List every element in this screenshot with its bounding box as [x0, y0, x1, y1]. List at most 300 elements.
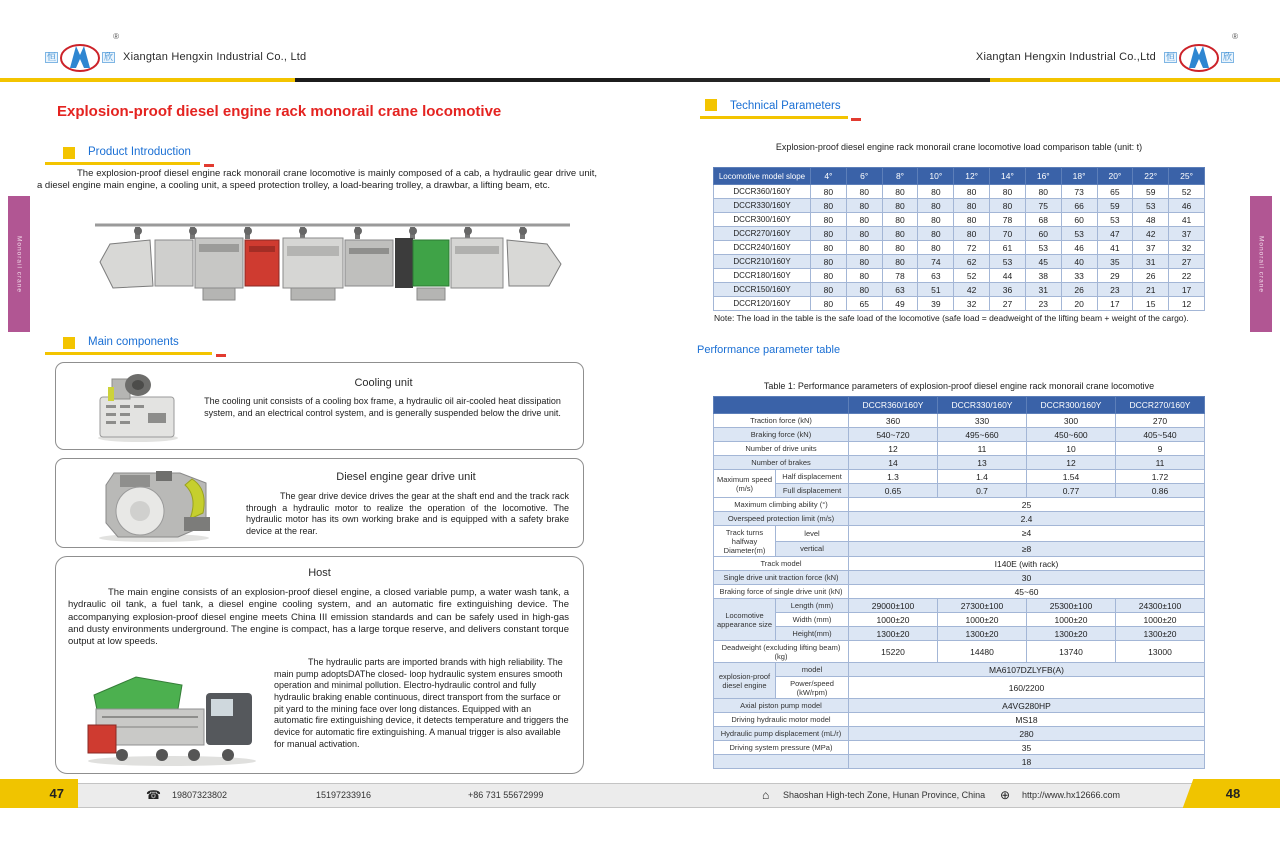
load-table-model-cell: DCCR210/160Y [714, 255, 811, 269]
load-table-value-cell: 40 [1061, 255, 1097, 269]
perf-table-header-cell: DCCR360/160Y [849, 397, 938, 414]
perf-table-caption: Table 1: Performance parameters of explosion-proof diesel engine rack monorail crane locomotive [763, 381, 1155, 391]
load-table-value-cell: 26 [1133, 269, 1169, 283]
perf-table-value-cell: 1300±20 [938, 627, 1027, 641]
side-tab-monorail-crane [8, 196, 30, 332]
registered-mark: ® [113, 32, 120, 41]
load-table-value-cell: 80 [811, 185, 847, 199]
perf-table-label-cell: Braking force of single drive unit (kN) [714, 585, 849, 599]
section-dash [851, 118, 861, 121]
perf-table-value-cell: 540~720 [849, 428, 938, 442]
locomotive-drawing-image [95, 212, 570, 312]
footer-address: Shaoshan High-tech Zone, Hunan Province, China [783, 790, 986, 800]
side-tab-label: Monorail crane [1257, 235, 1265, 293]
load-table-value-cell: 47 [1097, 227, 1133, 241]
load-table-value-cell: 80 [954, 185, 990, 199]
load-table-value-cell: 49 [882, 297, 918, 311]
load-table-value-cell: 80 [882, 185, 918, 199]
perf-table-value-cell: 0.86 [1116, 484, 1205, 498]
perf-table-value-cell: 1.54 [1027, 470, 1116, 484]
section-product-introduction: Product Introduction [88, 146, 191, 158]
load-table-value-cell: 66 [1061, 199, 1097, 213]
perf-table-row [714, 571, 1205, 585]
load-table-value-cell: 80 [918, 227, 954, 241]
perf-table-value-cell: 330 [938, 414, 1027, 428]
perf-table-value-cell: 13000 [1116, 641, 1205, 663]
perf-table-value-cell: 1000±20 [1116, 613, 1205, 627]
perf-table-value-cell: 2.4 [849, 512, 1205, 526]
load-table-value-cell: 80 [846, 269, 882, 283]
load-table-header-cell: 8° [882, 168, 918, 185]
load-table-value-cell: 27 [1169, 255, 1205, 269]
perf-table-label-cell: Axial piston pump model [714, 699, 849, 713]
perf-table-value-cell: 13 [938, 456, 1027, 470]
load-table-value-cell: 27 [990, 297, 1026, 311]
load-table-value-cell: 80 [846, 213, 882, 227]
load-table-value-cell: 42 [1133, 227, 1169, 241]
load-table-value-cell: 60 [1061, 213, 1097, 227]
load-table-value-cell: 80 [846, 199, 882, 213]
load-table-value-cell: 46 [1169, 199, 1205, 213]
perf-table-value-cell: 12 [849, 442, 938, 456]
load-table-value-cell: 80 [811, 227, 847, 241]
company-name: Xiangtan Hengxin Industrial Co., Ltd [123, 51, 307, 63]
perf-table-value-cell: 11 [1116, 456, 1205, 470]
load-table-model-cell: DCCR360/160Y [714, 185, 811, 199]
load-table-value-cell: 80 [811, 213, 847, 227]
perf-table-value-cell: 1000±20 [1027, 613, 1116, 627]
load-table-header-cell: 12° [954, 168, 990, 185]
section-dash [204, 164, 214, 167]
component-box-cooling-unit [55, 362, 584, 450]
side-tab-monorail-crane [1250, 196, 1272, 332]
logo-char-xin: 欣 [104, 51, 114, 62]
load-table-value-cell: 21 [1133, 283, 1169, 297]
component-title: Diesel engine gear drive unit [336, 471, 476, 483]
load-table-model-cell: DCCR150/160Y [714, 283, 811, 297]
load-table-value-cell: 80 [990, 199, 1026, 213]
load-table-value-cell: 51 [918, 283, 954, 297]
load-table-note: Note: The load in the table is the safe load of the locomotive (safe load = deadweight of the lifting beam + weight of the cargo). [714, 313, 1189, 323]
performance-parameter-table-heading: Performance parameter table [697, 344, 841, 356]
perf-table-row [714, 713, 1205, 727]
section-bullet [705, 99, 717, 111]
load-table-row [714, 227, 1205, 241]
load-table-value-cell: 41 [1097, 241, 1133, 255]
page-number-right [1183, 779, 1280, 808]
perf-table-value-cell: 160/2200 [849, 677, 1205, 699]
perf-table-row [714, 456, 1205, 470]
registered-mark: ® [1232, 32, 1238, 41]
load-table-value-cell: 26 [1061, 283, 1097, 297]
footer-phone-3: +86 731 55672999 [468, 790, 544, 800]
load-table-value-cell: 80 [846, 283, 882, 297]
load-table-value-cell: 53 [1097, 213, 1133, 227]
side-tab-label: Monorail crane [15, 235, 23, 293]
component-title: Host [308, 567, 331, 579]
load-table-value-cell: 46 [1061, 241, 1097, 255]
perf-table-row [714, 414, 1205, 428]
perf-table-label-cell: Track model [714, 557, 849, 571]
perf-table-label-cell [714, 755, 849, 769]
load-table-model-cell: DCCR120/160Y [714, 297, 811, 311]
load-table-value-cell: 80 [846, 185, 882, 199]
load-table-value-cell: 80 [918, 185, 954, 199]
perf-table-row [714, 498, 1205, 512]
perf-table-value-cell: 1300±20 [849, 627, 938, 641]
perf-table-row [714, 741, 1205, 755]
rule-yellow-right [990, 78, 1280, 82]
load-table-value-cell: 60 [1025, 227, 1061, 241]
perf-table-value-cell: MA6107DZLYFB(A) [849, 663, 1205, 677]
load-table-value-cell: 78 [882, 269, 918, 283]
perf-table-row [714, 585, 1205, 599]
cooling-unit-image [86, 369, 186, 443]
perf-table-value-cell: 360 [849, 414, 938, 428]
perf-table-body [714, 414, 1205, 769]
perf-table-value-cell: 12 [1027, 456, 1116, 470]
load-table-value-cell: 48 [1133, 213, 1169, 227]
perf-table-value-cell: 14480 [938, 641, 1027, 663]
section-underline [45, 162, 200, 165]
load-table-value-cell: 80 [918, 241, 954, 255]
load-table-value-cell: 80 [882, 227, 918, 241]
load-table-header-cell: 22° [1133, 168, 1169, 185]
perf-table-value-cell: A4VG280HP [849, 699, 1205, 713]
load-table-value-cell: 73 [1061, 185, 1097, 199]
load-table-value-cell: 80 [954, 213, 990, 227]
load-comparison-table [713, 167, 1205, 311]
load-table-value-cell: 36 [990, 283, 1026, 297]
perf-table-value-cell: 1.4 [938, 470, 1027, 484]
performance-table [713, 396, 1205, 769]
phone-icon: ☎ [146, 788, 161, 802]
load-table-header-cell: 6° [846, 168, 882, 185]
load-table-value-cell: 42 [954, 283, 990, 297]
load-table-row [714, 199, 1205, 213]
intro-paragraph: The explosion-proof diesel engine rack monorail crane locomotive is mainly composed of a cab, a hydraulic gear drive unit, a diesel engine main engine, a cooling unit, a speed protection trolley, a load-bearing trolley, a drawbar, a lifting beam, etc. [37, 168, 597, 192]
load-table-value-cell: 12 [1169, 297, 1205, 311]
section-underline [45, 352, 212, 355]
perf-table-value-cell: 270 [1116, 414, 1205, 428]
load-table-header-cell: 10° [918, 168, 954, 185]
load-table-caption: Explosion-proof diesel engine rack monorail crane locomotive load comparison table (unit: t) [775, 142, 1143, 152]
page-number-left: 47 [0, 779, 78, 808]
load-table-model-cell: DCCR240/160Y [714, 241, 811, 255]
perf-table-value-cell: 14 [849, 456, 938, 470]
perf-table-label-cell: Overspeed protection limit (m/s) [714, 512, 849, 526]
perf-table-value-cell: 13740 [1027, 641, 1116, 663]
perf-table-header-cell: DCCR330/160Y [938, 397, 1027, 414]
host-engine-image [74, 663, 270, 769]
perf-table-label-cell: Braking force (kN) [714, 428, 849, 442]
rule-black-left [295, 78, 640, 82]
perf-table-sublabel-cell: Full displacement [776, 484, 849, 498]
perf-table-value-cell: 495~660 [938, 428, 1027, 442]
load-table-value-cell: 31 [1133, 255, 1169, 269]
perf-table-value-cell: 300 [1027, 414, 1116, 428]
load-table-value-cell: 52 [954, 269, 990, 283]
load-table-row [714, 283, 1205, 297]
load-table-value-cell: 37 [1133, 241, 1169, 255]
load-table-value-cell: 20 [1061, 297, 1097, 311]
load-table-value-cell: 53 [1061, 227, 1097, 241]
header-right [975, 32, 1238, 74]
perf-table-value-cell: 1000±20 [849, 613, 938, 627]
load-table-value-cell: 32 [954, 297, 990, 311]
perf-table-header-cell: DCCR300/160Y [1027, 397, 1116, 414]
perf-table-value-cell: 18 [849, 755, 1205, 769]
load-table-value-cell: 44 [990, 269, 1026, 283]
perf-table-row [714, 727, 1205, 741]
perf-table-value-cell: 405~540 [1116, 428, 1205, 442]
load-table-value-cell: 23 [1097, 283, 1133, 297]
load-table-value-cell: 80 [846, 241, 882, 255]
load-table-value-cell: 74 [918, 255, 954, 269]
load-table-value-cell: 80 [811, 269, 847, 283]
perf-table-sublabel-cell: Half displacement [776, 470, 849, 484]
perf-table-value-cell: 1.72 [1116, 470, 1205, 484]
footer-phone-1: 19807323802 [172, 790, 228, 800]
logo-char-heng: 恒 [1165, 51, 1175, 62]
perf-table-row [714, 428, 1205, 442]
perf-table-row [714, 484, 1205, 498]
load-table-value-cell: 41 [1169, 213, 1205, 227]
perf-table-value-cell: 45~60 [849, 585, 1205, 599]
load-table-row [714, 269, 1205, 283]
perf-table-value-cell: I140E (with rack) [849, 557, 1205, 571]
load-table-value-cell: 29 [1097, 269, 1133, 283]
load-table-header-cell: Locomotive model slope [714, 168, 811, 185]
perf-table-sublabel-cell: Height(mm) [776, 627, 849, 641]
section-bullet [63, 147, 75, 159]
perf-table-sublabel-cell: Width (mm) [776, 613, 849, 627]
load-table-value-cell: 80 [882, 255, 918, 269]
company-name: Xiangtan Hengxin Industrial Co.,Ltd [975, 51, 1156, 63]
perf-table-row [714, 699, 1205, 713]
load-table-value-cell: 33 [1061, 269, 1097, 283]
perf-table-row [714, 663, 1205, 677]
section-dash [216, 354, 226, 357]
logo-char-xin: 欣 [1222, 51, 1232, 62]
perf-table-label-cell: Driving hydraulic motor model [714, 713, 849, 727]
load-table-value-cell: 80 [954, 227, 990, 241]
perf-table-row [714, 541, 1205, 557]
perf-table-row [714, 677, 1205, 699]
load-table-value-cell: 37 [1169, 227, 1205, 241]
load-table-value-cell: 80 [918, 213, 954, 227]
perf-table-value-cell: 29000±100 [849, 599, 938, 613]
load-table-value-cell: 80 [954, 199, 990, 213]
perf-table-header-blank [714, 397, 849, 414]
load-table-value-cell: 61 [990, 241, 1026, 255]
perf-table-value-cell: 30 [849, 571, 1205, 585]
home-icon: ⌂ [762, 788, 770, 802]
perf-table-value-cell: 0.7 [938, 484, 1027, 498]
load-table-value-cell: 78 [990, 213, 1026, 227]
perf-table-row [714, 557, 1205, 571]
perf-table-value-cell: 0.77 [1027, 484, 1116, 498]
perf-table-sublabel-cell: vertical [776, 541, 849, 557]
perf-table-value-cell: 27300±100 [938, 599, 1027, 613]
perf-table-value-cell: 450~600 [1027, 428, 1116, 442]
load-table-value-cell: 80 [811, 283, 847, 297]
perf-table-value-cell: 1300±20 [1027, 627, 1116, 641]
perf-table-row [714, 470, 1205, 484]
load-table-value-cell: 63 [918, 269, 954, 283]
perf-table-row [714, 755, 1205, 769]
section-underline [700, 116, 848, 119]
globe-icon: ⊕ [1000, 788, 1011, 802]
perf-table-value-cell: 280 [849, 727, 1205, 741]
perf-table-group-cell: Maximum speed (m/s) [714, 470, 776, 498]
company-logo [45, 32, 120, 74]
load-table-value-cell: 53 [990, 255, 1026, 269]
component-box-gear-drive [55, 458, 584, 548]
load-table-row [714, 255, 1205, 269]
load-table-value-cell: 17 [1169, 283, 1205, 297]
perf-table-value-cell: 0.65 [849, 484, 938, 498]
perf-table-value-cell: 10 [1027, 442, 1116, 456]
perf-table-sublabel-cell: Power/speed (kW/rpm) [776, 677, 849, 699]
load-table-model-cell: DCCR330/160Y [714, 199, 811, 213]
load-table-value-cell: 80 [846, 255, 882, 269]
load-table-model-cell: DCCR180/160Y [714, 269, 811, 283]
page-number-right-text: 48 [1225, 786, 1241, 801]
section-technical-parameters: Technical Parameters [730, 100, 841, 112]
rule-yellow-left [0, 78, 295, 82]
perf-table-row [714, 512, 1205, 526]
load-table-row [714, 297, 1205, 311]
perf-table-label-cell: Number of drive units [714, 442, 849, 456]
load-table-header-cell: 25° [1169, 168, 1205, 185]
perf-table-group-cell: Track turns halfway Diameter(m) [714, 526, 776, 557]
company-logo [1164, 32, 1238, 74]
perf-table-value-cell: 9 [1116, 442, 1205, 456]
load-table-value-cell: 80 [918, 199, 954, 213]
gear-drive-image [84, 463, 232, 543]
load-table-value-cell: 75 [1025, 199, 1061, 213]
perf-table-row [714, 599, 1205, 613]
load-table-value-cell: 31 [1025, 283, 1061, 297]
load-table-value-cell: 32 [1169, 241, 1205, 255]
load-table-value-cell: 80 [882, 241, 918, 255]
perf-table-value-cell: ≥8 [849, 541, 1205, 557]
load-table-value-cell: 59 [1097, 199, 1133, 213]
component-text: The hydraulic parts are imported brands with high reliability. The main pump adoptsDAThe closed- loop hydraulic system ensures smooth operation and minimal pollution. Electro-hydraulic control and fully hydraulic braking enable continuous, direct transport from the surface or pit yard to the mining face over long distances. Equipped with an automatic fire extinguishing device, it detects temperature and triggers the device for automatic fire extinguishing. A manual trigger is also available for manual activation. [274, 657, 569, 749]
footer-website: http://www.hx12666.com [1022, 790, 1121, 800]
load-table-value-cell: 45 [1025, 255, 1061, 269]
load-table-value-cell: 62 [954, 255, 990, 269]
perf-table-group-cell: explosion-proof diesel engine [714, 663, 776, 699]
perf-table-row [714, 613, 1205, 627]
header-rule [0, 78, 1280, 82]
section-bullet [63, 337, 75, 349]
load-table-value-cell: 53 [1025, 241, 1061, 255]
load-table-value-cell: 80 [1025, 185, 1061, 199]
load-table-value-cell: 80 [811, 199, 847, 213]
load-table-value-cell: 17 [1097, 297, 1133, 311]
perf-table-label-cell: Driving system pressure (MPa) [714, 741, 849, 755]
load-table-value-cell: 65 [1097, 185, 1133, 199]
perf-table-row [714, 641, 1205, 663]
component-text: The main engine consists of an explosion-proof diesel engine, a closed variable pump, a water wash tank, a hydraulic oil tank, a fuel tank, a diesel engine cooling system, and an automatic fire extinguishing device. The accompanying explosion-proof diesel engine meets China III emission standards and can be safely used in high-gas and dusty environments underground. The engine is compact, has a large torque reserve, and delivers constant torque output at low speeds. [68, 587, 569, 648]
perf-table-value-cell: ≥4 [849, 526, 1205, 542]
perf-table-label-cell: Traction force (kN) [714, 414, 849, 428]
perf-table-value-cell: MS18 [849, 713, 1205, 727]
perf-table-label-cell: Hydraulic pump displacement (mL/r) [714, 727, 849, 741]
load-table-value-cell: 80 [990, 185, 1026, 199]
perf-table-group-cell: Locomotive appearance size [714, 599, 776, 641]
perf-table-value-cell: 1300±20 [1116, 627, 1205, 641]
section-main-components: Main components [88, 336, 179, 348]
load-table-model-cell: DCCR270/160Y [714, 227, 811, 241]
load-table-value-cell: 59 [1133, 185, 1169, 199]
load-table-value-cell: 38 [1025, 269, 1061, 283]
load-table-model-cell: DCCR300/160Y [714, 213, 811, 227]
load-table-row [714, 185, 1205, 199]
rule-black-right [640, 78, 990, 82]
load-table-row [714, 213, 1205, 227]
component-title: Cooling unit [354, 377, 413, 389]
perf-table-value-cell: 11 [938, 442, 1027, 456]
load-table-value-cell: 80 [811, 297, 847, 311]
perf-table-sublabel-cell: level [776, 526, 849, 542]
load-table-value-cell: 72 [954, 241, 990, 255]
load-table-value-cell: 80 [882, 213, 918, 227]
load-table-value-cell: 35 [1097, 255, 1133, 269]
logo-char-heng: 恒 [47, 51, 57, 62]
load-table-body [714, 185, 1205, 311]
load-table-value-cell: 68 [1025, 213, 1061, 227]
load-table-header-cell: 4° [811, 168, 847, 185]
load-table-header-cell: 20° [1097, 168, 1133, 185]
footer-band [0, 783, 1280, 808]
load-table-value-cell: 63 [882, 283, 918, 297]
perf-table-value-cell: 24300±100 [1116, 599, 1205, 613]
load-table-header-row [714, 168, 1205, 185]
mountain-ring-icon [1178, 41, 1220, 73]
perf-table-value-cell: 15220 [849, 641, 938, 663]
load-table-value-cell: 39 [918, 297, 954, 311]
perf-table-header-cell: DCCR270/160Y [1116, 397, 1205, 414]
perf-table-header-row [714, 397, 1205, 414]
component-text: The cooling unit consists of a cooling box frame, a hydraulic oil air-cooled heat dissipation system, and an electrical control system, and is generally suspended below the drive unit. [204, 396, 561, 418]
load-table-header-cell: 16° [1025, 168, 1061, 185]
perf-table-row [714, 442, 1205, 456]
load-table-row [714, 241, 1205, 255]
perf-table-row [714, 526, 1205, 542]
load-table-value-cell: 70 [990, 227, 1026, 241]
perf-table-sublabel-cell: Length (mm) [776, 599, 849, 613]
component-text: The gear drive device drives the gear at the shaft end and the track rack through a hydraulic motor to realize the operation of the locomotive. The hydraulic motor has its own working brake and is equipped with a safety brake device at the rear. [246, 491, 569, 537]
perf-table-value-cell: 25 [849, 498, 1205, 512]
load-table-value-cell: 52 [1169, 185, 1205, 199]
load-table-value-cell: 65 [846, 297, 882, 311]
load-table-value-cell: 53 [1133, 199, 1169, 213]
load-table-value-cell: 80 [811, 241, 847, 255]
load-table-value-cell: 15 [1133, 297, 1169, 311]
perf-table-label-cell: Single drive unit traction force (kN) [714, 571, 849, 585]
load-table-value-cell: 80 [882, 199, 918, 213]
perf-table-row [714, 627, 1205, 641]
perf-table-label-cell: Deadweight (excluding lifting beam) (kg) [714, 641, 849, 663]
load-table-value-cell: 80 [811, 255, 847, 269]
component-box-host [55, 556, 584, 774]
load-table-header-cell: 14° [990, 168, 1026, 185]
perf-table-value-cell: 1.3 [849, 470, 938, 484]
load-table-header-cell: 18° [1061, 168, 1097, 185]
